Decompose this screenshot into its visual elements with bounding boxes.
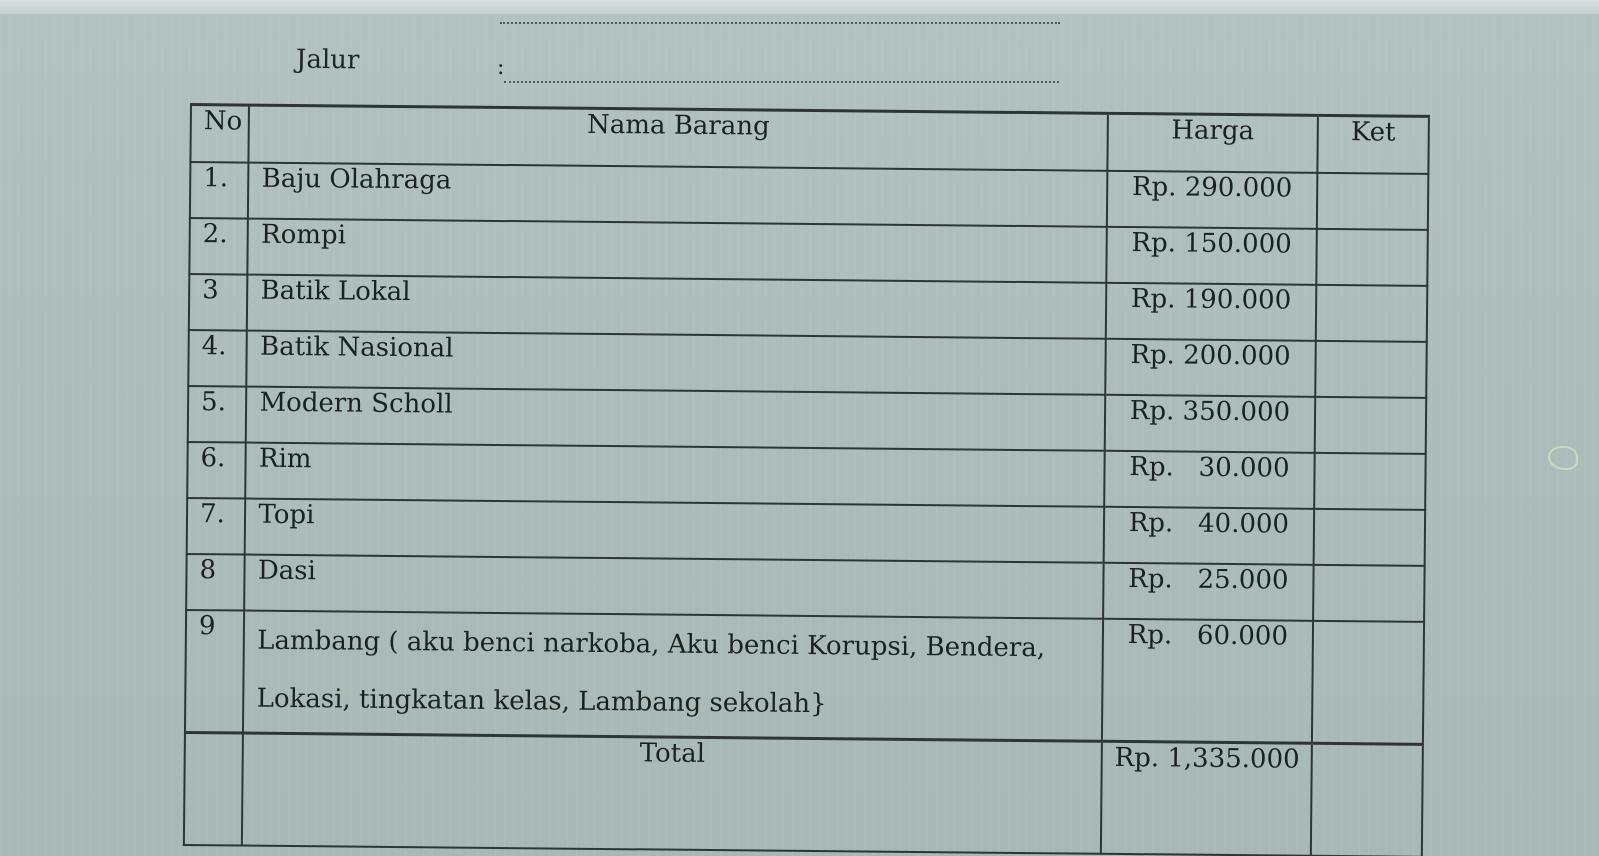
row-number: 5. xyxy=(188,386,247,443)
item-price: Rp. 25.000 xyxy=(1103,563,1314,621)
item-price: Rp. 150.000 xyxy=(1106,227,1317,285)
item-name: Modern Scholl xyxy=(246,387,1105,451)
item-name: Lambang ( aku benci narkoba, Aku benci Korupsi, Bendera, Lokasi, tingkatan kelas, Lambang sekolah} xyxy=(243,611,1103,742)
item-price: Rp. 60.000 xyxy=(1102,619,1313,744)
total-value: Rp. 1,335.000 xyxy=(1101,741,1312,856)
jalur-label: Jalur xyxy=(295,44,360,76)
price-table-container xyxy=(183,103,1430,856)
item-ket xyxy=(1317,173,1429,230)
item-name: Batik Nasional xyxy=(247,331,1106,395)
jalur-dotted-field xyxy=(504,81,1059,83)
row-number: 9 xyxy=(185,610,245,733)
row-number: 2. xyxy=(189,218,248,275)
row-number: 6. xyxy=(187,442,246,499)
leaf-stain-icon xyxy=(1548,446,1578,470)
item-price: Rp. 40.000 xyxy=(1103,507,1314,565)
item-ket xyxy=(1316,285,1428,342)
item-price: Rp. 350.000 xyxy=(1105,395,1316,453)
item-ket xyxy=(1316,229,1428,286)
header-ket: Ket xyxy=(1317,115,1429,174)
header-no: No xyxy=(190,105,249,163)
item-name: Baju Olahraga xyxy=(248,163,1107,227)
item-ket xyxy=(1312,621,1424,745)
row-number: 1. xyxy=(190,162,249,219)
item-ket xyxy=(1314,509,1426,566)
item-price: Rp. 200.000 xyxy=(1105,339,1316,397)
price-table xyxy=(183,103,1430,856)
jalur-colon: : xyxy=(497,55,505,80)
item-name: Dasi xyxy=(245,555,1104,619)
item-ket xyxy=(1314,453,1426,510)
item-name: Rim xyxy=(246,443,1105,507)
item-name: Batik Lokal xyxy=(247,275,1106,339)
total-no-cell xyxy=(184,732,243,845)
total-ket-cell xyxy=(1311,743,1423,856)
item-ket xyxy=(1315,397,1427,454)
header-harga: Harga xyxy=(1107,113,1318,173)
item-ket xyxy=(1315,341,1427,398)
item-name: Rompi xyxy=(248,219,1107,283)
row-number: 7. xyxy=(187,498,246,555)
row-number: 8 xyxy=(186,554,245,611)
table-row xyxy=(185,610,1424,744)
paper-top-edge xyxy=(0,0,1599,14)
row-number: 4. xyxy=(188,330,247,387)
item-price: Rp. 290.000 xyxy=(1107,171,1318,229)
header-nama-barang: Nama Barang xyxy=(249,105,1108,171)
item-name: Topi xyxy=(245,499,1104,563)
item-price: Rp. 190.000 xyxy=(1106,283,1317,341)
item-price: Rp. 30.000 xyxy=(1104,451,1315,509)
item-ket xyxy=(1313,565,1425,622)
row-number: 3 xyxy=(189,274,248,331)
dotted-line-top xyxy=(500,22,1060,24)
total-label: Total xyxy=(242,733,1101,854)
total-row xyxy=(184,732,1423,856)
